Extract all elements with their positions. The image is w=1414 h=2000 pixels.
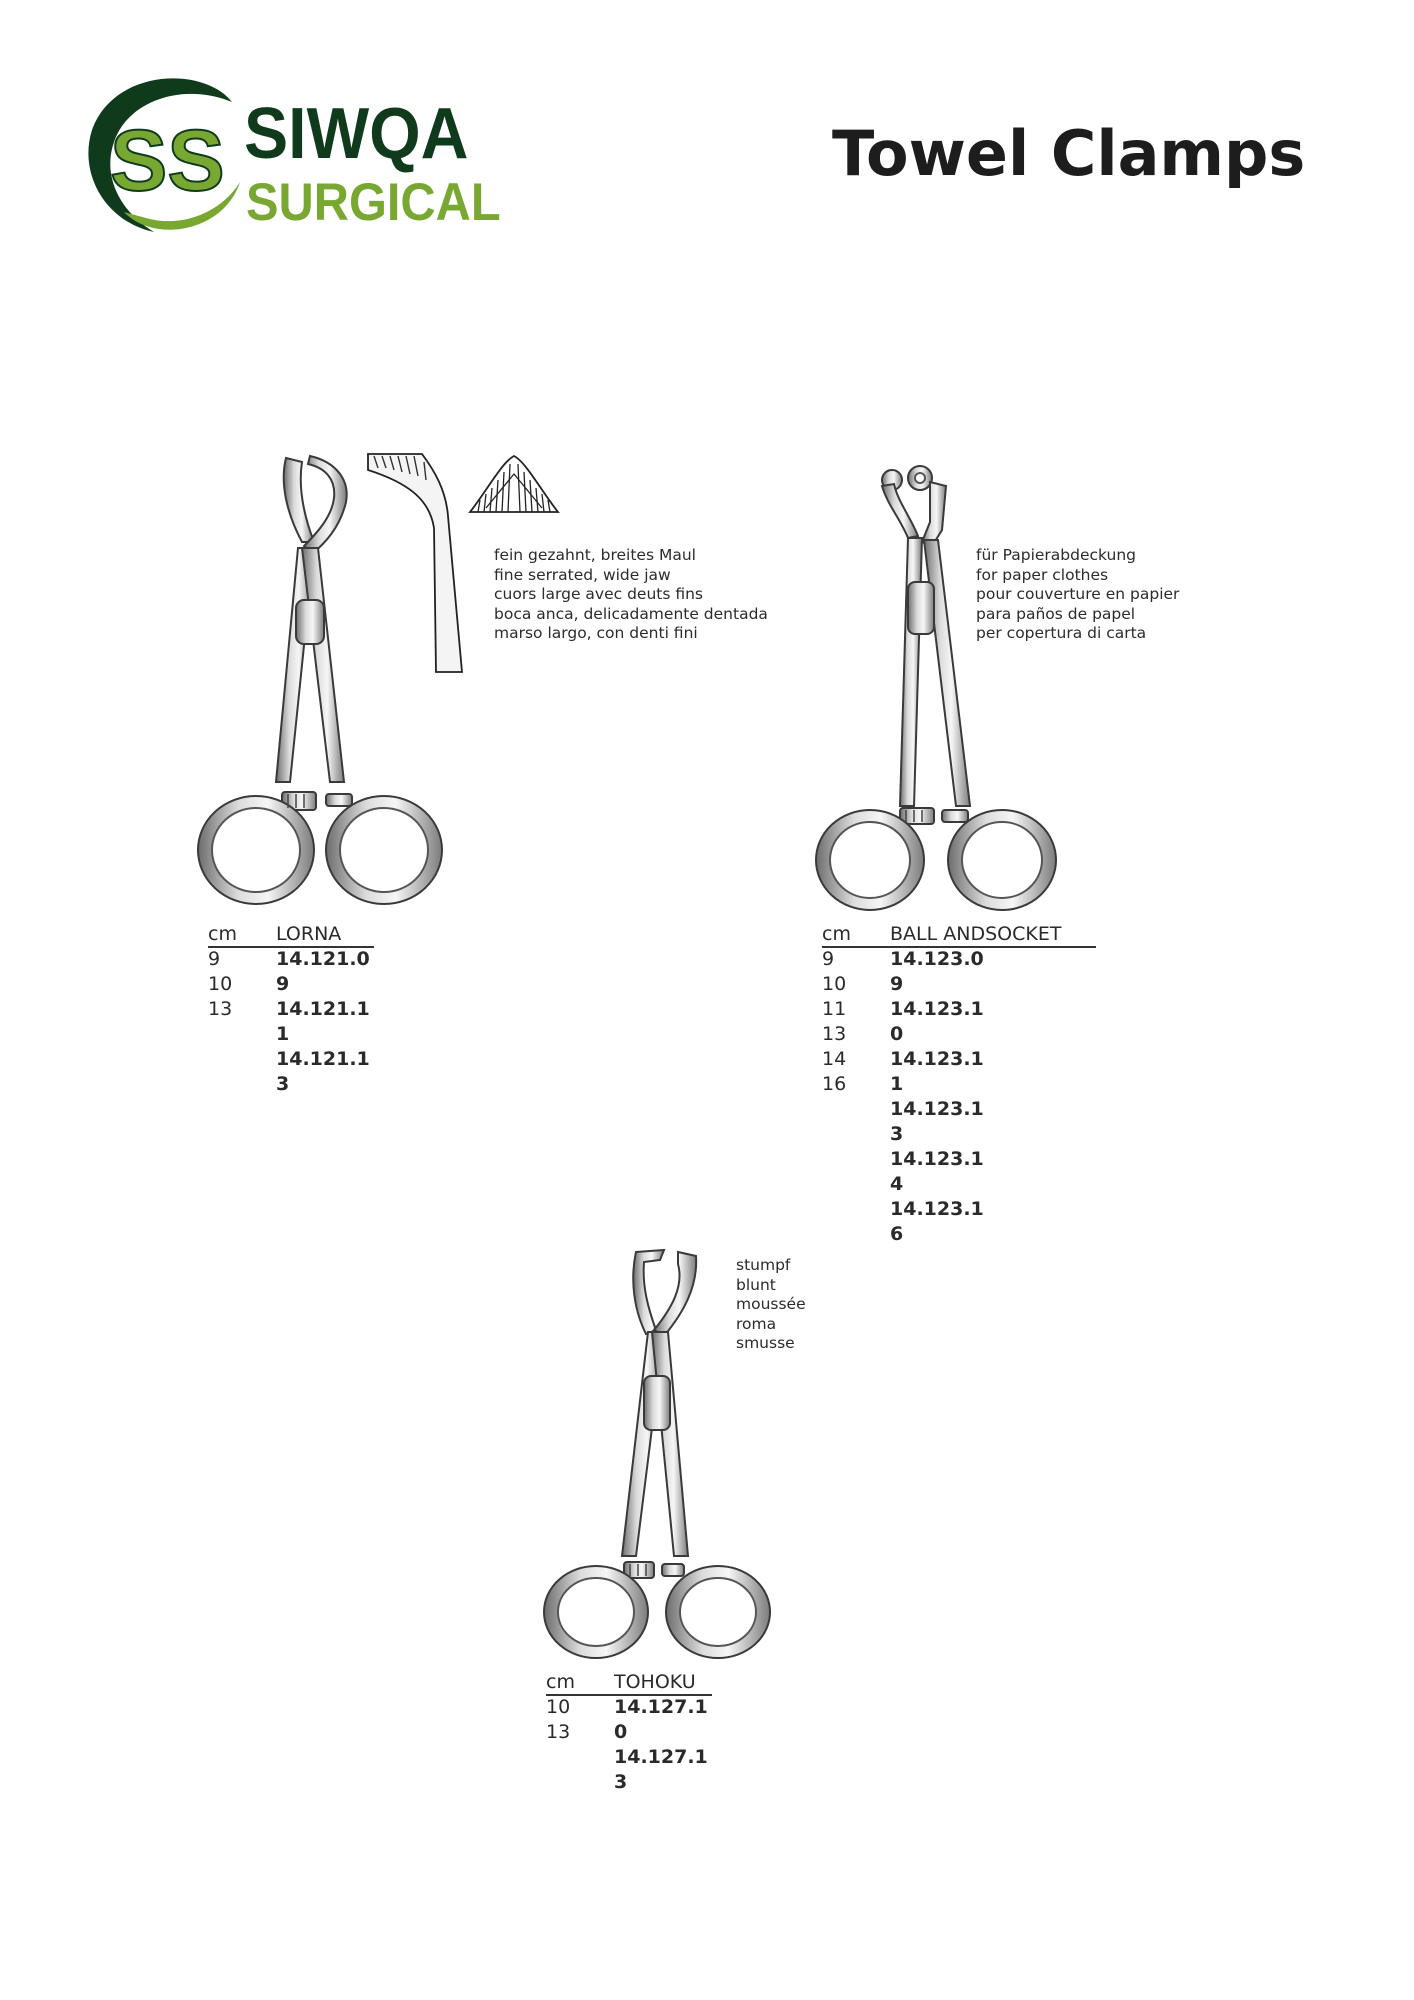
ball-and-socket-spec-table [822,922,1102,1245]
description-line: marso largo, con denti fini [494,624,698,643]
size-value: 14 [822,1048,847,1070]
size-value: 9 [208,948,221,970]
logo-monogram-icon [84,72,244,242]
description-line: for paper clothes [976,565,1109,584]
sizes-column [822,947,846,1097]
svg-text:SS: SS [110,113,225,209]
tohoku-description [736,1256,806,1354]
sizes-column [208,947,232,1022]
size-value: 13 [822,1023,847,1045]
description-line: fine serrated, wide jaw [494,565,671,584]
size-value: 10 [822,973,847,995]
description-line: smusse [736,1334,795,1353]
description-line: moussée [736,1295,806,1314]
article-code: 14.123.10 [890,998,984,1045]
product-name: BALL ANDSOCKET [890,923,1062,945]
article-code: 14.123.14 [890,1148,984,1195]
article-code: 14.121.13 [276,1048,370,1095]
article-code: 14.123.16 [890,1198,984,1245]
article-code: 14.127.10 [614,1696,708,1743]
description-line: cuors large avec deuts fins [494,585,704,604]
description-line: boca anca, delicadamente dentada [494,604,768,623]
codes-column [614,1695,710,1795]
brand-name-line2: SURGICAL [246,173,501,232]
size-value: 10 [546,1696,571,1718]
description-line: fein gezahnt, breites Maul [494,546,696,564]
article-code: 14.121.11 [276,998,370,1045]
description-line: roma [736,1314,777,1333]
article-code: 14.127.13 [614,1746,708,1793]
description-line: para paños de papel [976,604,1136,623]
cm-header: cm [208,923,237,945]
size-value: 11 [822,998,847,1020]
product-name: LORNA [276,923,342,945]
lorna-description [494,546,768,644]
brand-logo [84,72,514,242]
size-value: 16 [822,1073,847,1095]
brand-name-line1: SIWQA [244,94,469,174]
spec-header [546,1670,716,1694]
spec-header [822,922,1102,946]
ball-and-socket-clamp-illustration [810,456,1070,912]
spec-header [208,922,378,946]
description-line: für Papierabdeckung [976,546,1137,564]
description-line: per copertura di carta [976,624,1147,643]
ball-and-socket-description [976,546,1179,644]
article-code: 14.123.13 [890,1098,984,1145]
description-line: pour couverture en papier [976,585,1180,604]
size-value: 13 [546,1721,571,1743]
article-code: 14.121.09 [276,948,370,995]
size-value: 9 [822,948,835,970]
tohoku-spec-table [546,1670,716,1793]
article-code: 14.123.09 [890,948,984,995]
size-value: 10 [208,973,233,995]
description-line: stumpf [736,1256,791,1274]
codes-column [890,947,986,1247]
cm-header: cm [822,923,851,945]
description-line: blunt [736,1275,776,1294]
lorna-jaw-side-detail [364,450,474,680]
cm-header: cm [546,1671,575,1693]
product-name: TOHOKU [614,1671,696,1693]
lorna-spec-table [208,922,378,1095]
article-code: 14.123.11 [890,1048,984,1095]
codes-column [276,947,372,1097]
lorna-serration-detail [466,452,562,518]
page-title: Towel Clamps [832,117,1306,190]
sizes-column [546,1695,570,1745]
size-value: 13 [208,998,233,1020]
